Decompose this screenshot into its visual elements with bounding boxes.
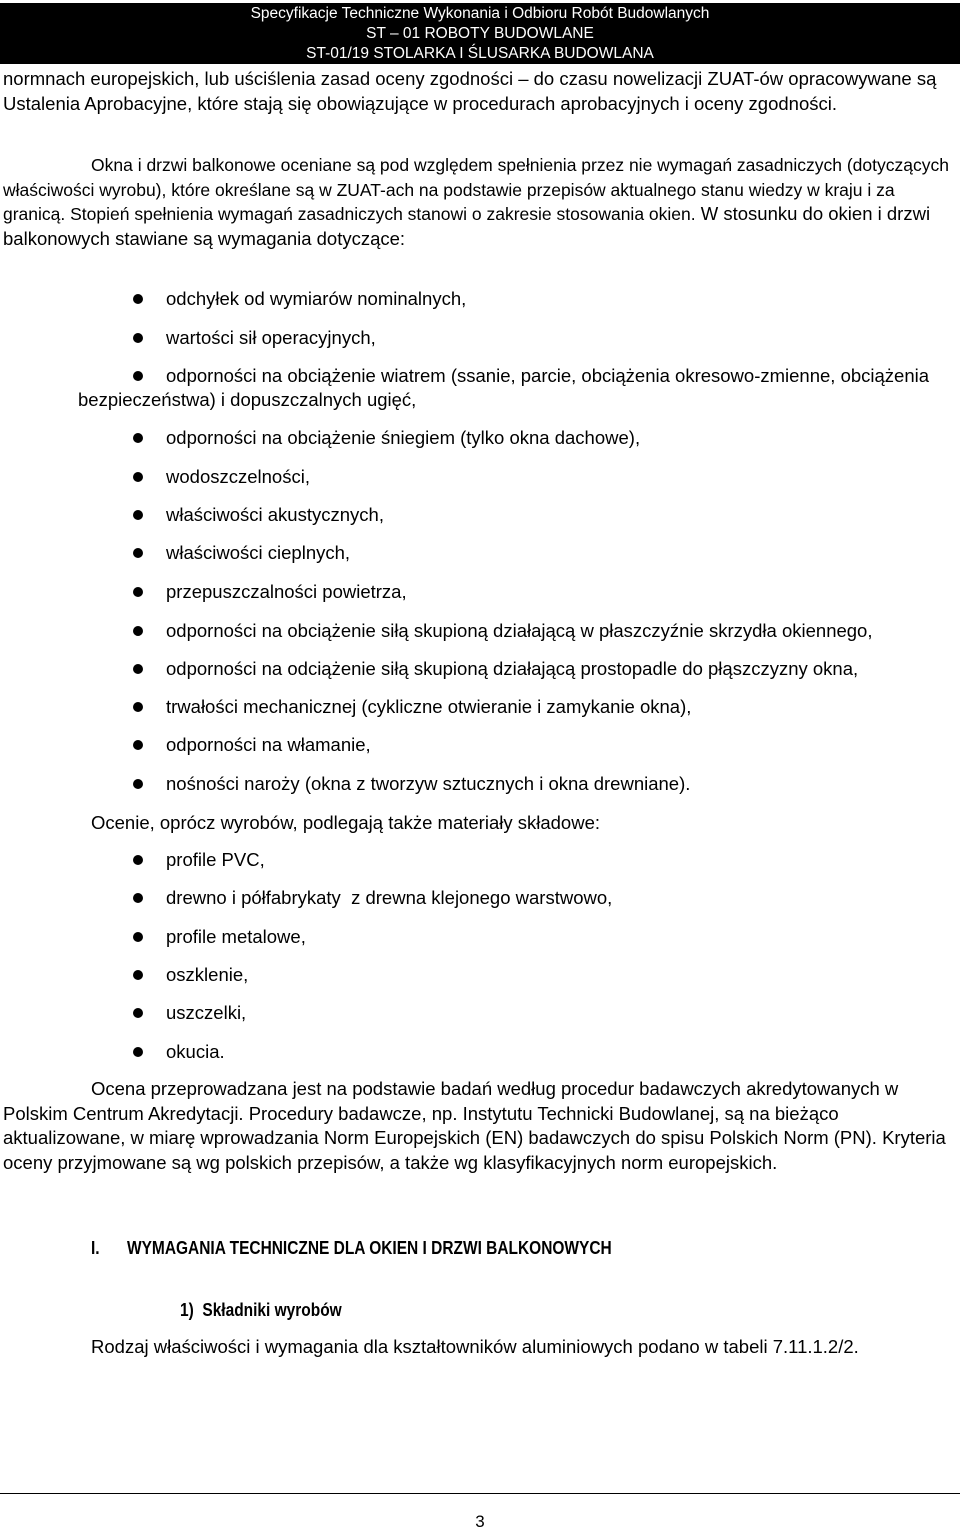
list-item: odporności na odciążenie siłą skupioną działającą prostopadle do płąszczyzny okna, — [166, 657, 858, 681]
list-item: wodoszczelności, — [166, 465, 310, 489]
subsection-title: 1) Składniki wyrobów — [180, 1300, 342, 1320]
bullet-icon — [133, 548, 143, 558]
bullet-icon — [133, 855, 143, 865]
list-item: odporności na obciążenie wiatrem (ssanie, parcie, obciążenia okresowo-zmienne, obciążenia bezpieczeństwa) i dopuszczalnych ugięć, — [78, 365, 930, 410]
header-subtitle: ST – 01 ROBOTY BUDOWLANE — [366, 25, 594, 42]
list-item: trwałości mechanicznej (cykliczne otwieranie i zamykanie okna), — [166, 695, 691, 719]
bullet-icon — [133, 893, 143, 903]
bullet-icon — [133, 1047, 143, 1057]
intro-paragraph: normnach europejskich, lub uściślenia zasad oceny zgodności – do czasu nowelizacji ZUAT-ów opracowywane są Ustalenia Aprobacyjne, które stają się obowiązujące w procedurach aprobacyjnych i oceny zgodności. — [3, 68, 937, 114]
list-item: wartości sił operacyjnych, — [166, 326, 376, 350]
bullet-icon — [133, 664, 143, 674]
list-item: odporności na włamanie, — [166, 733, 371, 757]
bullet-icon — [133, 333, 143, 343]
header-title: Specyfikacje Techniczne Wykonania i Odbioru Robót Budowlanych — [250, 5, 710, 22]
windows-paragraph — [3, 153, 958, 251]
bullet-icon — [133, 433, 143, 443]
materials-intro: Ocenie, oprócz wyrobów, podlegają także materiały składowe: — [91, 812, 601, 833]
list-item: okucia. — [166, 1040, 225, 1064]
list-item: nośności naroży (okna z tworzyw sztucznych i okna drewniane). — [166, 772, 690, 796]
list-item: odporności na obciążenie siłą skupioną działającą w płaszczyźnie skrzydła okiennego, — [166, 619, 873, 643]
bullet-icon — [133, 740, 143, 750]
list-item: odporności na obciążenie śniegiem (tylko okna dachowe), — [166, 426, 640, 450]
windows-paragraph-part3: W stosunku do okien i drzwi balkonowych stawiane są wymagania dotyczące: — [3, 203, 931, 249]
windows-paragraph-part1: Okna i drzwi balkonowe oceniane są pod względem spełnienia przez nie wymagań zasadniczych (dotyczących właściwości wyrobu), które określane są w ZUAT-ach na podstawie przepisów aktualnego stanu wiedzy w kraju i za granicą. — [3, 155, 949, 224]
windows-paragraph-part2: Stopień spełnienia wymagań zasadniczych stanowi o zakresie stosowania okien. — [65, 204, 696, 224]
section-title: WYMAGANIA TECHNICZNE DLA OKIEN I DRZWI BALKONOWYCH — [127, 1238, 612, 1258]
bullet-icon — [133, 626, 143, 636]
page-number: 3 — [475, 1512, 485, 1531]
list-item: oszklenie, — [166, 963, 248, 987]
list-item: właściwości cieplnych, — [166, 541, 350, 565]
list-item: uszczelki, — [166, 1001, 246, 1025]
assessment-paragraph: Ocena przeprowadzana jest na podstawie badań według procedur badawczych akredytowanych w Polskim Centrum Akredytacji. Procedury badawcze, np. Instytutu Technicki Budowlanej, są na bieżąco aktualizowane, w miarę wprowadzania Norm Europejskich (EN) badawczych do spisu Polskich Norm (PN). Kryteria oceny przyjmowane są wg polskich przepisów, a także wg klasyfikacyjnych norm europejskich. — [3, 1078, 946, 1173]
bullet-icon — [133, 970, 143, 980]
bullet-icon — [133, 294, 143, 304]
list-item: profile metalowe, — [166, 925, 306, 949]
bullet-icon — [133, 932, 143, 942]
header-section: ST-01/19 STOLARKA I ŚLUSARKA BUDOWLANA — [306, 45, 654, 62]
bullet-icon — [133, 371, 143, 381]
page-header — [0, 3, 960, 64]
bullet-icon — [133, 587, 143, 597]
list-item: odchyłek od wymiarów nominalnych, — [166, 287, 466, 311]
subsection-paragraph: Rodzaj właściwości i wymagania dla kształtowników aluminiowych podano w tabeli 7.11.1.2/2. — [91, 1336, 859, 1357]
bullet-icon — [133, 1008, 143, 1018]
footer-divider — [0, 1493, 960, 1494]
list-item: właściwości akustycznych, — [166, 503, 384, 527]
bullet-icon — [133, 702, 143, 712]
list-item: przepuszczalności powietrza, — [166, 580, 407, 604]
list-item: drewno i półfabrykaty z drewna klejonego warstwowo, — [166, 886, 612, 910]
bullet-icon — [133, 472, 143, 482]
bullet-icon — [133, 510, 143, 520]
section-number: I. — [91, 1238, 100, 1258]
bullet-icon — [133, 779, 143, 789]
list-item: profile PVC, — [166, 848, 265, 872]
